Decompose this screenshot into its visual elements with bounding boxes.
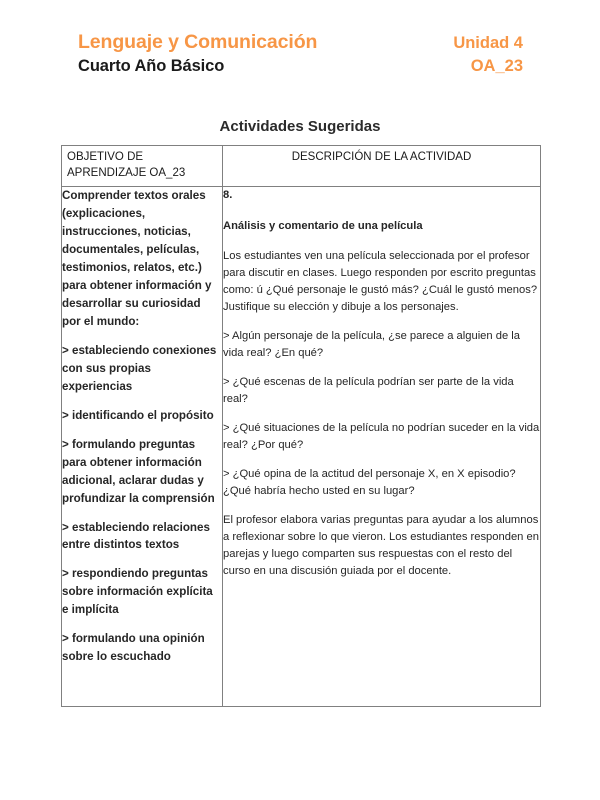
activity-paragraph: > ¿Qué opina de la actitud del personaje X, en X episodio? ¿Qué habría hecho usted en su lugar? (223, 468, 516, 498)
table-row (62, 187, 541, 707)
objective-paragraph: > estableciendo conexiones con sus propias experiencias (62, 343, 217, 393)
activity-paragraph: Los estudiantes ven una película seleccionada por el profesor para discutir en clases. Luego responden por escrito preguntas como: ú ¿Qué personaje le gustó más? ¿Cuál le gustó menos? Justifique su elección y dibuje a los personajes. (223, 250, 538, 314)
subject-title: Lenguaje y Comunicación (78, 31, 318, 53)
activity-number: 8. (223, 189, 233, 201)
objective-paragraph: > estableciendo relaciones entre distintos textos (62, 520, 210, 552)
header-row-secondary (78, 57, 523, 81)
activity-paragraph: > ¿Qué situaciones de la película no podrían suceder en la vida real? ¿Por qué? (223, 422, 540, 452)
objective-paragraph: > formulando una opinión sobre lo escuchado (62, 632, 205, 664)
header-row-primary (78, 31, 523, 57)
objective-paragraph: > formulando preguntas para obtener información adicional, aclarar dudas y profundizar la comprensión (62, 437, 215, 505)
objective-paragraph: Comprender textos orales (explicaciones, instrucciones, noticias, documentales, películas, testimonios, relatos, etc.) para obtener información y desarrollar su curiosidad por el mundo: (62, 189, 212, 328)
column-header-description (223, 146, 541, 187)
activities-table (61, 145, 541, 707)
objective-paragraph: > respondiendo preguntas sobre información explícita e implícita (62, 567, 213, 617)
activity-paragraph: El profesor elabora varias preguntas para ayudar a los alumnos a reflexionar sobre lo que vieron. Los estudiantes responden en parejas y luego comparten sus respuestas con el resto del curso en una discusión guiada por el docente. (223, 514, 539, 578)
activity-subtitle: Análisis y comentario de una película (223, 220, 423, 233)
table-header-row (62, 146, 541, 187)
activity-paragraph: > ¿Qué escenas de la película podrían ser parte de la vida real? (223, 376, 514, 406)
description-cell (223, 187, 541, 707)
column-header-description-text: DESCRIPCIÓN DE LA ACTIVIDAD (291, 151, 472, 163)
objective-code: OA_23 (470, 57, 523, 75)
activity-paragraph: > Algún personaje de la película, ¿se parece a alguien de la vida real? ¿En qué? (223, 330, 520, 360)
column-header-objective-text: OBJETIVO DE APRENDIZAJE OA_23 (67, 151, 186, 179)
objective-cell (62, 187, 223, 707)
objective-paragraph: > identificando el propósito (62, 408, 214, 422)
page-title: Actividades Sugeridas (219, 118, 381, 135)
unit-label: Unidad 4 (453, 34, 523, 52)
column-header-objective (62, 146, 223, 187)
grade-level: Cuarto Año Básico (78, 57, 225, 75)
document-header (78, 31, 523, 85)
